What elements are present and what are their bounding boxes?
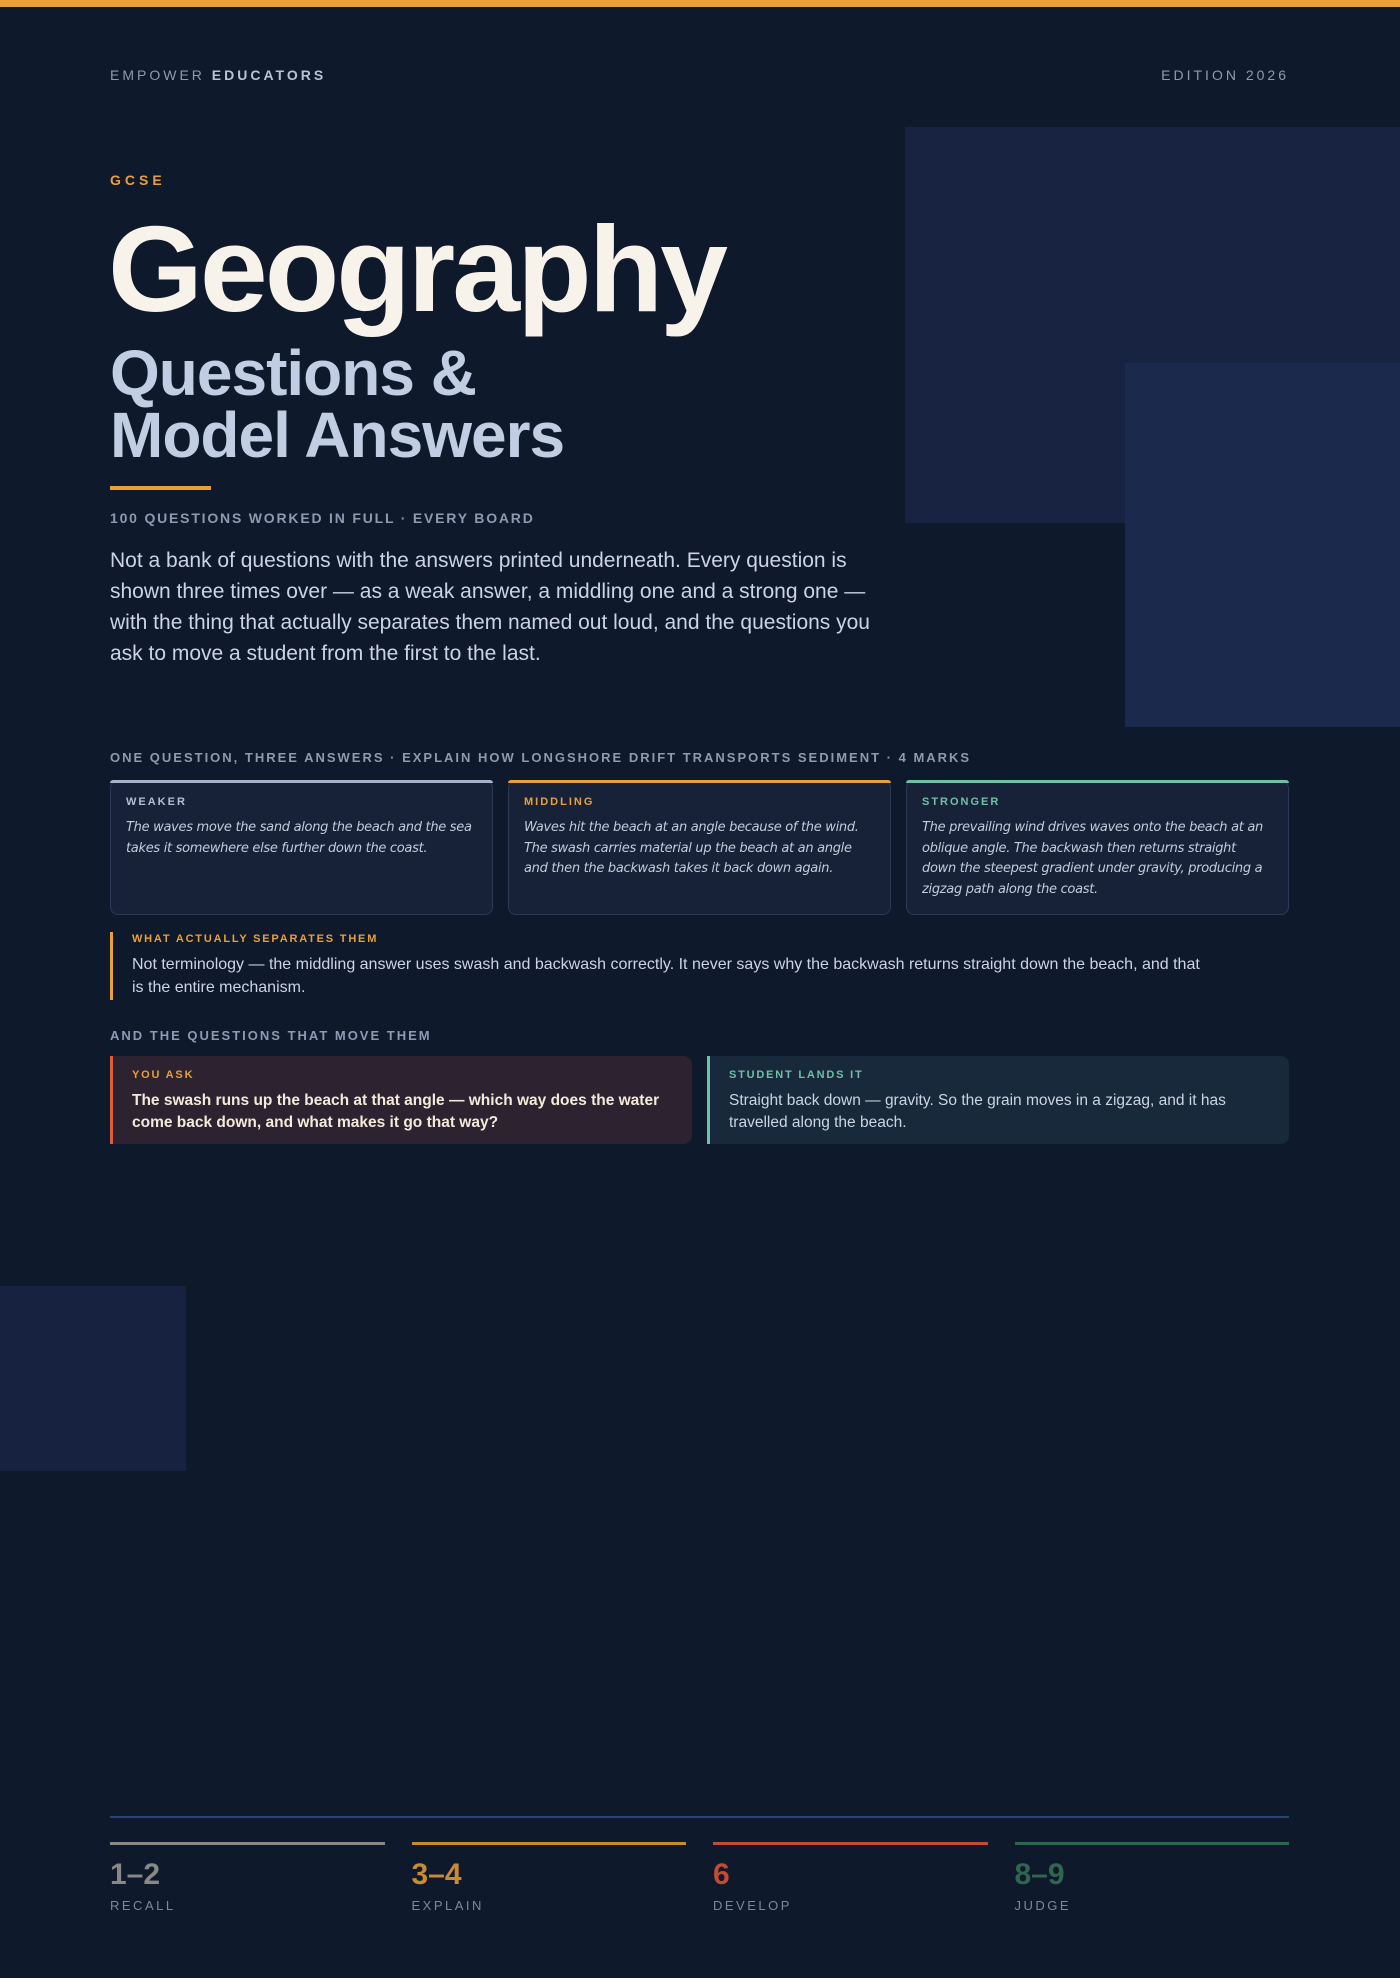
decorative-block (0, 1286, 186, 1471)
grade-bands (110, 1842, 1289, 1913)
subtitle-line: Questions & (110, 337, 476, 409)
footer-rule (110, 1816, 1289, 1818)
band-label: RECALL (110, 1898, 176, 1913)
grade-band (1015, 1842, 1290, 1913)
box-text: The swash runs up the beach at that angle — which way does the water come back down, and what makes it go that way? (132, 1092, 660, 1131)
card-text: The prevailing wind drives waves onto the beach at an oblique angle. The backwash then returns straight down the steepest gradient under gravity, producing a zigzag path along the coast. (922, 820, 1263, 897)
band-line (713, 1842, 988, 1845)
grade-band (412, 1842, 687, 1913)
example-label: ONE QUESTION, THREE ANSWERS · EXPLAIN HOW LONGSHORE DRIFT TRANSPORTS SEDIMENT · 4 MARKS (110, 750, 972, 765)
question-pair (110, 1056, 1289, 1144)
band-line (1015, 1842, 1290, 1845)
separator-callout (110, 932, 1289, 1000)
callout-tag: WHAT ACTUALLY SEPARATES THEM (132, 933, 379, 945)
card-accent (508, 780, 891, 783)
card-tag: WEAKER (126, 796, 187, 808)
brand-bold: EDUCATORS (211, 67, 327, 83)
page-subtitle (110, 337, 670, 471)
decorative-block (1125, 363, 1400, 727)
edition-label: EDITION 2026 (1161, 67, 1289, 83)
box-tag: STUDENT LANDS IT (729, 1069, 864, 1081)
band-grade: 6 (713, 1858, 730, 1891)
questions-label: AND THE QUESTIONS THAT MOVE THEM (110, 1028, 432, 1043)
card-accent (110, 780, 493, 783)
card-tag: MIDDLING (524, 796, 595, 808)
top-accent-bar (0, 0, 1400, 7)
kicker-text: 100 QUESTIONS WORKED IN FULL · EVERY BOARD (110, 510, 535, 526)
band-grade: 8–9 (1014, 1858, 1065, 1891)
title-rule (110, 486, 211, 490)
grade-band (110, 1842, 385, 1913)
card-accent (906, 780, 1289, 783)
band-line (110, 1842, 385, 1845)
brand-light: EMPOWER (110, 67, 205, 83)
page-title: Geography (108, 201, 726, 337)
you-ask-box (110, 1056, 692, 1144)
band-line (412, 1842, 687, 1845)
band-grade: 1–2 (110, 1858, 161, 1891)
middling-answer-card (508, 780, 891, 915)
card-tag: STRONGER (922, 796, 1001, 808)
stronger-answer-card (906, 780, 1289, 915)
callout-text: Not terminology — the middling answer uses swash and backwash correctly. It never says why the backwash returns straight down the beach, and that is the entire mechanism. (132, 956, 1200, 996)
card-text: Waves hit the beach at an angle because of the wind. The swash carries material up the beach at an angle and then the backwash takes it back down again. (524, 820, 859, 876)
box-text: Straight back down — gravity. So the grain moves in a zigzag, and it has travelled along the beach. (729, 1092, 1226, 1131)
band-label: DEVELOP (713, 1898, 792, 1913)
level-eyebrow: GCSE (110, 172, 166, 188)
student-lands-box (707, 1056, 1289, 1144)
subtitle-line: Model Answers (110, 399, 565, 471)
card-text: The waves move the sand along the beach and the sea takes it somewhere else further down the coast. (126, 820, 472, 856)
intro-paragraph: Not a bank of questions with the answers printed underneath. Every question is shown three times over — as a weak answer, a middling one and a strong one — with the thing that actually separates them named out loud, and the questions you ask to move a student from the first to the last. (110, 549, 870, 665)
brand-logo (110, 67, 326, 83)
box-tag: YOU ASK (132, 1069, 195, 1081)
grade-band (713, 1842, 988, 1913)
band-label: EXPLAIN (411, 1898, 484, 1913)
band-grade: 3–4 (411, 1858, 462, 1891)
weaker-answer-card (110, 780, 493, 915)
answer-cards (110, 780, 1289, 915)
band-label: JUDGE (1014, 1898, 1072, 1913)
